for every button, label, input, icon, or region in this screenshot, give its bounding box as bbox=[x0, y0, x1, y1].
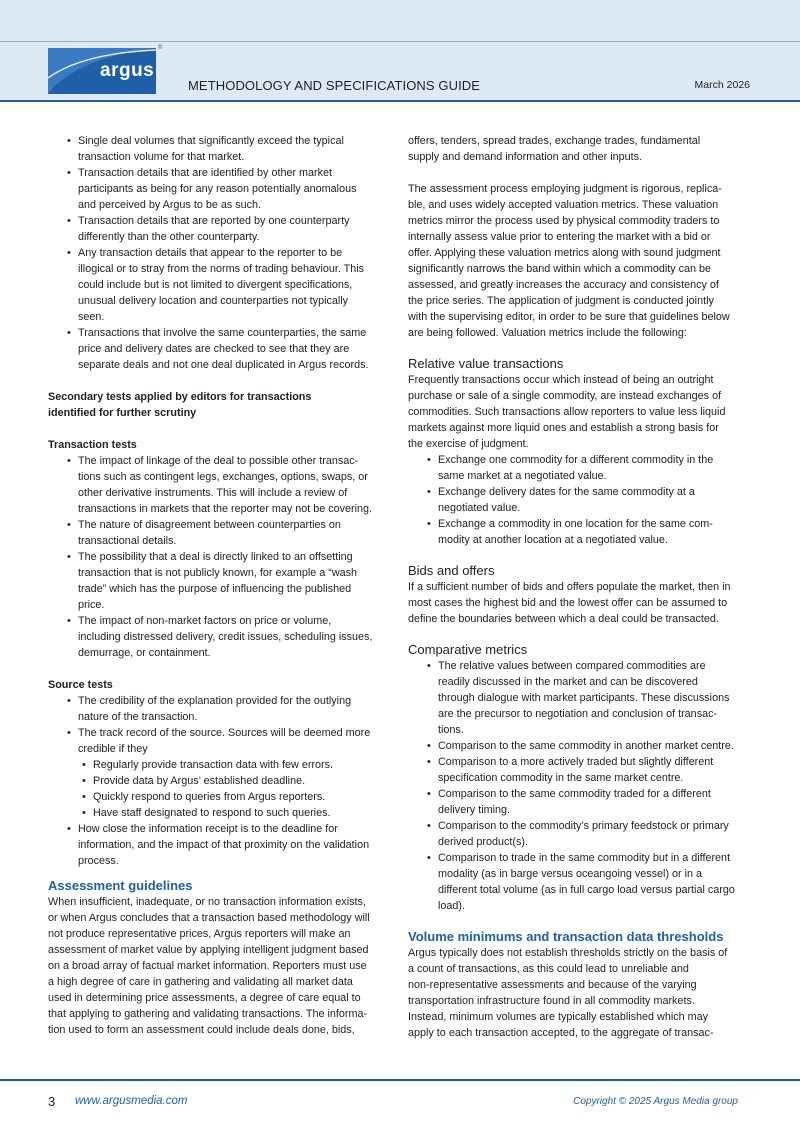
list-item bbox=[67, 133, 391, 165]
text-line: tions. bbox=[438, 724, 464, 736]
text-line: • Exchange one commodity for a different commodity in the bbox=[438, 454, 714, 466]
volume-minimums-text bbox=[408, 945, 753, 1041]
right-column bbox=[408, 133, 753, 1041]
text-line: • Provide data by Argus’ established deadline. bbox=[93, 775, 306, 787]
text-line: including distressed delivery, credit issues, scheduling issues, bbox=[78, 631, 373, 643]
text-line: separate deals and not one deal duplicated in Argus records. bbox=[78, 359, 369, 371]
text-line: that applying to gathering and validating transactions. The informa- bbox=[48, 1008, 368, 1020]
text-line: derived product(s). bbox=[438, 836, 529, 848]
text-line: • Transaction details that are identified by other market bbox=[78, 167, 333, 179]
text-line: • Exchange a commodity in one location for the same com- bbox=[438, 518, 713, 530]
text-line: modity at another location at a negotiated value. bbox=[438, 534, 668, 546]
text-line: • Quickly respond to queries from Argus reporters. bbox=[93, 791, 326, 803]
text-line: significantly narrows the band within which a commodity can be bbox=[408, 263, 712, 275]
text-line: • The track record of the source. Sources will be deemed more bbox=[78, 727, 371, 739]
text-line: participants as being for any reason potentially anomalous bbox=[78, 183, 357, 195]
text-line: • The relative values between compared commodities are bbox=[438, 660, 706, 672]
text-line: • Comparison to the same commodity in another market centre. bbox=[438, 740, 734, 752]
list-item bbox=[67, 821, 391, 869]
text-line: used in determining price assessments, a degree of care equal to bbox=[48, 992, 361, 1004]
text-line: • Transactions that involve the same counterparties, the same bbox=[78, 327, 367, 339]
text-line: apply to each transaction accepted, to the aggregate of transac- bbox=[408, 1027, 714, 1039]
text-line: price and delivery dates are checked to see that they are bbox=[78, 343, 350, 355]
text-line: through dialogue with market participants. These discussions bbox=[438, 692, 730, 704]
text-line: assessed, and greatly increases the accuracy and consistency of bbox=[408, 279, 719, 291]
page-number: 3 bbox=[48, 1094, 56, 1109]
text-line: commodities. Such transactions allow reporters to value less liquid bbox=[408, 406, 726, 418]
source-tests-list bbox=[67, 693, 391, 869]
list-item bbox=[427, 850, 753, 914]
text-line: same market at a negotiated value. bbox=[438, 470, 607, 482]
relative-value-heading: Relative value transactions bbox=[408, 356, 564, 371]
text-line: or when Argus concludes that a transaction based methodology will bbox=[48, 912, 370, 924]
list-item bbox=[82, 757, 391, 773]
text-line: transactional details. bbox=[78, 535, 177, 547]
text-line: purchase or sale of a single commodity, are instead exchanges of bbox=[408, 390, 722, 402]
copyright-notice: Copyright © 2025 Argus Media group bbox=[573, 1096, 738, 1107]
list-item bbox=[67, 693, 391, 725]
list-item bbox=[67, 549, 391, 613]
argus-logo[interactable] bbox=[48, 48, 156, 94]
text-line: markets against more liquid ones and establish a strong basis for bbox=[408, 422, 719, 434]
text-line: • Single deal volumes that significantly exceed the typical bbox=[78, 135, 344, 147]
text-line: are the precursor to negotiation and conclusion of transac- bbox=[438, 708, 718, 720]
transaction-tests-list bbox=[67, 453, 391, 661]
text-line: • The credibility of the explanation provided for the outlying bbox=[78, 695, 352, 707]
text-line: offer. Applying these valuation metrics along with sound judgment bbox=[408, 247, 721, 259]
text-line: a high degree of care in gathering and validating all market data bbox=[48, 976, 353, 988]
text-line: with the supervising editor, in order to be sure that guidelines below bbox=[408, 311, 730, 323]
text-line: specification commodity in the same market centre. bbox=[438, 772, 684, 784]
text-line: trade” which has the purpose of influencing the published bbox=[78, 583, 352, 595]
text-line: nature of the transaction. bbox=[78, 711, 198, 723]
text-line: the price series. The application of judgment is conducted jointly bbox=[408, 295, 714, 307]
list-item bbox=[67, 325, 391, 373]
text-line: transportation infrastructure found in all commodity markets. bbox=[408, 995, 695, 1007]
document-title: METHODOLOGY AND SPECIFICATIONS GUIDE bbox=[188, 78, 481, 93]
continuation-text bbox=[408, 133, 753, 165]
text-line: transaction that is not publicly known, for example a “wash bbox=[78, 567, 358, 579]
text-line: • Exchange delivery dates for the same commodity at a bbox=[438, 486, 695, 498]
assessment-guidelines-text bbox=[48, 894, 391, 1038]
text-line: process. bbox=[78, 855, 119, 867]
text-line: • Any transaction details that appear to the reporter to be bbox=[78, 247, 343, 259]
list-item bbox=[427, 786, 753, 818]
text-line: different total volume (as in full cargo load versus partial cargo bbox=[438, 884, 735, 896]
text-line: • Have staff designated to respond to such queries. bbox=[93, 807, 331, 819]
text-line: When insufficient, inadequate, or no transaction information exists, bbox=[48, 896, 366, 908]
source-sub-list bbox=[82, 757, 391, 821]
list-item bbox=[67, 245, 391, 325]
text-line: • Comparison to a more actively traded but slightly different bbox=[438, 756, 714, 768]
text-line: offers, tenders, spread trades, exchange trades, fundamental bbox=[408, 135, 701, 147]
text-line: demurrage, or containment. bbox=[78, 647, 211, 659]
text-line: supply and demand information and other inputs. bbox=[408, 151, 643, 163]
footer-rule bbox=[0, 1079, 800, 1081]
list-item bbox=[67, 453, 391, 517]
logo-wordmark: argus bbox=[100, 60, 155, 81]
assessment-guidelines-heading: Assessment guidelines bbox=[48, 878, 193, 893]
text-line: and perceived by Argus to be as such. bbox=[78, 199, 262, 211]
text-line: • Comparison to trade in the same commodity but in a different bbox=[438, 852, 731, 864]
text-line: negotiated value. bbox=[438, 502, 521, 514]
text-line: • Comparison to the commodity’s primary feedstock or primary bbox=[438, 820, 729, 832]
list-item bbox=[427, 658, 753, 738]
text-line: • How close the information receipt is to the deadline for bbox=[78, 823, 338, 835]
text-line: • Regularly provide transaction data with few errors. bbox=[93, 759, 334, 771]
document-date: March 2026 bbox=[694, 79, 750, 91]
text-line: seen. bbox=[78, 311, 105, 323]
header-divider bbox=[0, 41, 800, 42]
text-line: tion used to form an assessment could include deals done, bids, bbox=[48, 1024, 355, 1036]
list-item bbox=[427, 452, 753, 484]
text-line: transaction volume for that market. bbox=[78, 151, 245, 163]
text-line: define the boundaries between which a deal could be transacted. bbox=[408, 613, 719, 625]
text-line: the exercise of judgment. bbox=[408, 438, 529, 450]
left-column bbox=[48, 133, 391, 1038]
website-link[interactable]: www.argusmedia.com bbox=[75, 1095, 188, 1107]
text-line: • The impact of linkage of the deal to possible other transac- bbox=[78, 455, 359, 467]
text-line: internally assess value prior to entering the market with a bid or bbox=[408, 231, 711, 243]
text-line: credible if they bbox=[78, 743, 148, 755]
text-line: transactions in markets that the reporter may not be covering. bbox=[78, 503, 373, 515]
text-line: tions such as contingent legs, exchanges, options, swaps, or bbox=[78, 471, 368, 483]
text-line: If a sufficient number of bids and offers populate the market, then in bbox=[408, 581, 731, 593]
list-item bbox=[427, 818, 753, 850]
text-line: • Transaction details that are reported by one counterparty bbox=[78, 215, 350, 227]
text-line: • The possibility that a deal is directly linked to an offsetting bbox=[78, 551, 353, 563]
list-item bbox=[67, 165, 391, 213]
list-item bbox=[67, 213, 391, 245]
list-item bbox=[67, 613, 391, 661]
text-line: Instead, minimum volumes are typically established which may bbox=[408, 1011, 709, 1023]
text-line: most cases the highest bid and the lowest offer can be assumed to bbox=[408, 597, 728, 609]
text-line: differently than the other counterparty. bbox=[78, 231, 260, 243]
text-line: identified for further scrutiny bbox=[48, 407, 197, 419]
volume-minimums-heading: Volume minimums and transaction data thresholds bbox=[408, 929, 724, 944]
list-item bbox=[427, 516, 753, 548]
list-item bbox=[427, 738, 753, 754]
text-line: a count of transactions, as this could lead to unreliable and bbox=[408, 963, 689, 975]
relative-value-text bbox=[408, 372, 753, 452]
text-line: delivery timing. bbox=[438, 804, 511, 816]
text-line: price. bbox=[78, 599, 105, 611]
comparative-metrics-list bbox=[427, 658, 753, 914]
bids-offers-text bbox=[408, 579, 753, 627]
transaction-tests-heading: Transaction tests bbox=[48, 439, 137, 451]
text-line: Secondary tests applied by editors for transactions bbox=[48, 391, 312, 403]
text-line: unusual delivery location and counterparties not typically bbox=[78, 295, 349, 307]
secondary-tests-heading bbox=[48, 389, 391, 421]
text-line: on a broad array of factual market information. Reporters must use bbox=[48, 960, 367, 972]
relative-value-list bbox=[427, 452, 753, 548]
text-line: • The impact of non-market factors on price or volume, bbox=[78, 615, 332, 627]
list-item bbox=[82, 773, 391, 789]
text-line: non-representative assessments and because of the varying bbox=[408, 979, 697, 991]
text-line: could include but is not limited to divergent specifications, bbox=[78, 279, 353, 291]
text-line: Argus typically does not establish thresholds strictly on the basis of bbox=[408, 947, 728, 959]
comparative-metrics-heading: Comparative metrics bbox=[408, 642, 528, 657]
text-line: not produce representative prices, Argus reporters will make an bbox=[48, 928, 351, 940]
bids-offers-heading: Bids and offers bbox=[408, 563, 495, 578]
text-line: ble, and uses widely accepted valuation metrics. These valuation bbox=[408, 199, 719, 211]
assessment-process-text bbox=[408, 181, 753, 341]
anomaly-bullets bbox=[67, 133, 391, 373]
list-item bbox=[67, 517, 391, 549]
text-line: information, and the impact of that proximity on the validation bbox=[78, 839, 370, 851]
text-line: other derivative instruments. This will include a review of bbox=[78, 487, 348, 499]
list-item bbox=[427, 484, 753, 516]
source-tests-heading: Source tests bbox=[48, 679, 113, 691]
list-item bbox=[67, 725, 391, 757]
text-line: assessment of market value by applying intelligent judgment based bbox=[48, 944, 369, 956]
registered-mark: ® bbox=[158, 45, 163, 51]
text-line: Frequently transactions occur which instead of being an outright bbox=[408, 374, 714, 386]
list-item bbox=[427, 754, 753, 786]
header-bottom-rule bbox=[0, 100, 800, 102]
list-item bbox=[82, 789, 391, 805]
text-line: metrics mirror the process used by physical commodity traders to bbox=[408, 215, 720, 227]
text-line: readily discussed in the market and can be discovered bbox=[438, 676, 698, 688]
text-line: The assessment process employing judgment is rigorous, replica- bbox=[408, 183, 722, 195]
text-line: modality (as in barge versus oceangoing vessel) or in a bbox=[438, 868, 703, 880]
text-line: • The nature of disagreement between counterparties on bbox=[78, 519, 341, 531]
text-line: are being followed. Valuation metrics include the following: bbox=[408, 327, 687, 339]
text-line: illogical or to stray from the norms of trading behaviour. This bbox=[78, 263, 365, 275]
text-line: • Comparison to the same commodity traded for a different bbox=[438, 788, 711, 800]
text-line: load). bbox=[438, 900, 466, 912]
list-item bbox=[82, 805, 391, 821]
